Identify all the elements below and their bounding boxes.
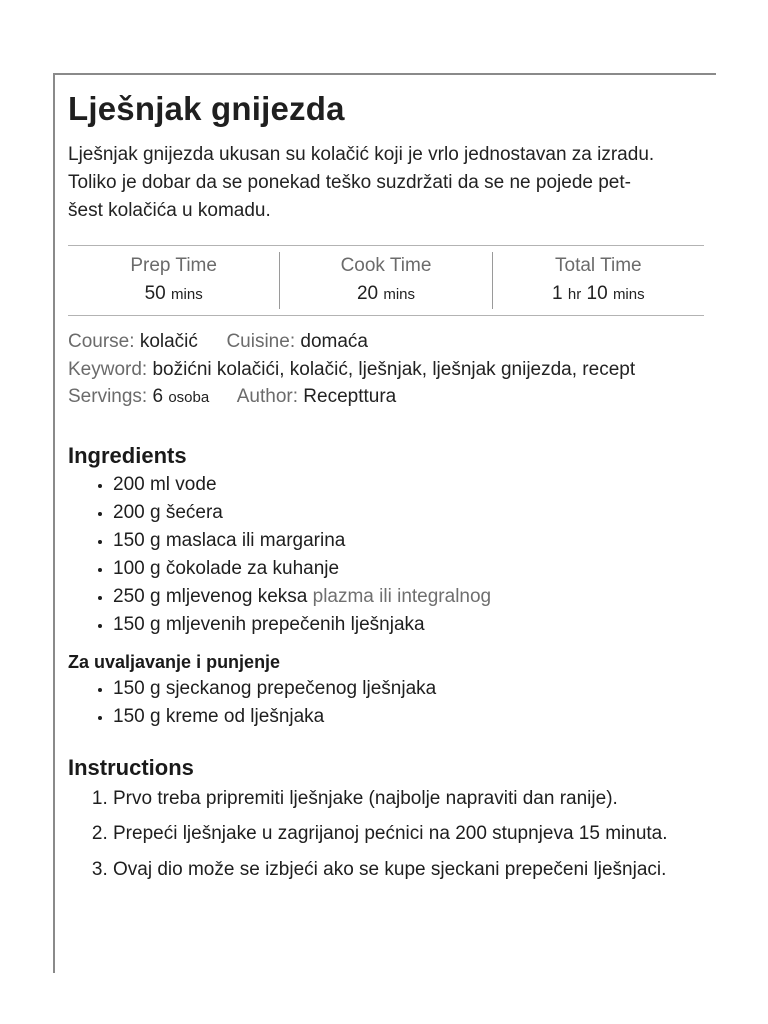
instructions-heading: Instructions xyxy=(68,754,194,780)
ingredient-group-list xyxy=(68,675,708,731)
prep-time-number: 50 xyxy=(144,283,166,304)
course-label: Course: xyxy=(68,331,135,352)
ingredient-text: 150 g kreme od lješnjaka xyxy=(113,705,325,727)
ingredient-item xyxy=(113,499,708,527)
servings-unit: osoba xyxy=(168,389,210,406)
ingredient-item xyxy=(113,527,708,555)
cook-time-label: Cook Time xyxy=(340,255,432,276)
ingredient-text: 200 g šećera xyxy=(113,501,223,523)
prep-time-unit: mins xyxy=(171,286,203,303)
ingredient-text: 150 g maslaca ili margarina xyxy=(113,529,346,551)
cook-time-value xyxy=(280,281,491,308)
author-value: Recepttura xyxy=(303,386,397,407)
instruction-step: 1. Prvo treba pripremiti lješnjake (najbolje napraviti dan ranije). xyxy=(113,785,673,814)
instruction-step: 2. Prepeći lješnjake u zagrijanoj pećnici na 200 stupnjeva 15 minuta. xyxy=(113,820,673,849)
ingredient-item xyxy=(113,555,708,583)
instruction-step: 3. Ovaj dio može se izbjeći ako se kupe sjeckani prepečeni lješnjaci. xyxy=(113,856,673,885)
recipe-summary: Lješnjak gnijezda ukusan su kolačić koji je vrlo jednostavan za izradu. Toliko je dobar da se ponekad teško suzdržati da se ne pojede pet-šest kolačića u komadu. xyxy=(68,144,655,221)
recipe-meta xyxy=(68,328,648,412)
ingredient-text: 250 g mljevenog keksa xyxy=(113,585,308,607)
recipe-content xyxy=(68,89,708,891)
keyword-label: Keyword: xyxy=(68,358,148,380)
ingredient-text: 100 g čokolade za kuhanje xyxy=(113,557,340,579)
ingredient-note: plazma ili integralnog xyxy=(312,585,492,607)
servings-value: 6 xyxy=(152,386,164,407)
ingredients-heading: Ingredients xyxy=(68,442,187,468)
cook-time-number: 20 xyxy=(356,283,379,304)
total-time-minutes-unit: mins xyxy=(612,286,645,303)
total-time xyxy=(492,252,704,309)
ingredient-text: 150 g mljevenih prepečenih lješnjaka xyxy=(113,613,425,635)
ingredient-text: 200 ml vode xyxy=(113,473,217,495)
ingredient-item xyxy=(113,675,708,703)
recipe-card xyxy=(53,73,716,973)
ingredient-text: 150 g sjeckanog prepečenog lješnjaka xyxy=(113,677,437,699)
ingredients-list xyxy=(68,471,708,639)
meta-row-keyword xyxy=(68,356,648,384)
total-time-label: Total Time xyxy=(555,255,642,276)
prep-time xyxy=(68,252,279,309)
ingredient-group-heading: Za uvaljavanje i punjenje xyxy=(68,651,281,672)
servings-label: Servings: xyxy=(68,386,148,407)
ingredient-item xyxy=(113,471,708,499)
cuisine-value: domaća xyxy=(300,331,368,352)
course-value: kolačić xyxy=(139,331,198,352)
prep-time-value xyxy=(68,281,279,308)
cook-time xyxy=(279,252,491,309)
prep-time-label: Prep Time xyxy=(130,255,217,276)
ingredient-item xyxy=(113,703,708,731)
cuisine-label: Cuisine: xyxy=(226,331,296,352)
total-time-hours: 1 xyxy=(552,283,563,304)
keyword-value: božićni kolačići, kolačić, lješnjak, lješnjak gnijezda, recept xyxy=(152,358,636,380)
author-label: Author: xyxy=(236,386,298,407)
total-time-value xyxy=(493,281,704,308)
total-time-minutes: 10 xyxy=(586,283,608,304)
recipe-times xyxy=(68,245,704,316)
ingredient-item xyxy=(113,611,708,639)
instructions-list xyxy=(68,785,708,885)
cook-time-unit: mins xyxy=(383,286,416,303)
meta-row-course-cuisine xyxy=(68,328,648,356)
meta-row-servings-author xyxy=(68,383,648,412)
total-time-hours-unit: hr xyxy=(567,286,582,303)
ingredient-item xyxy=(113,583,708,611)
recipe-title: Lješnjak gnijezda xyxy=(68,90,345,127)
